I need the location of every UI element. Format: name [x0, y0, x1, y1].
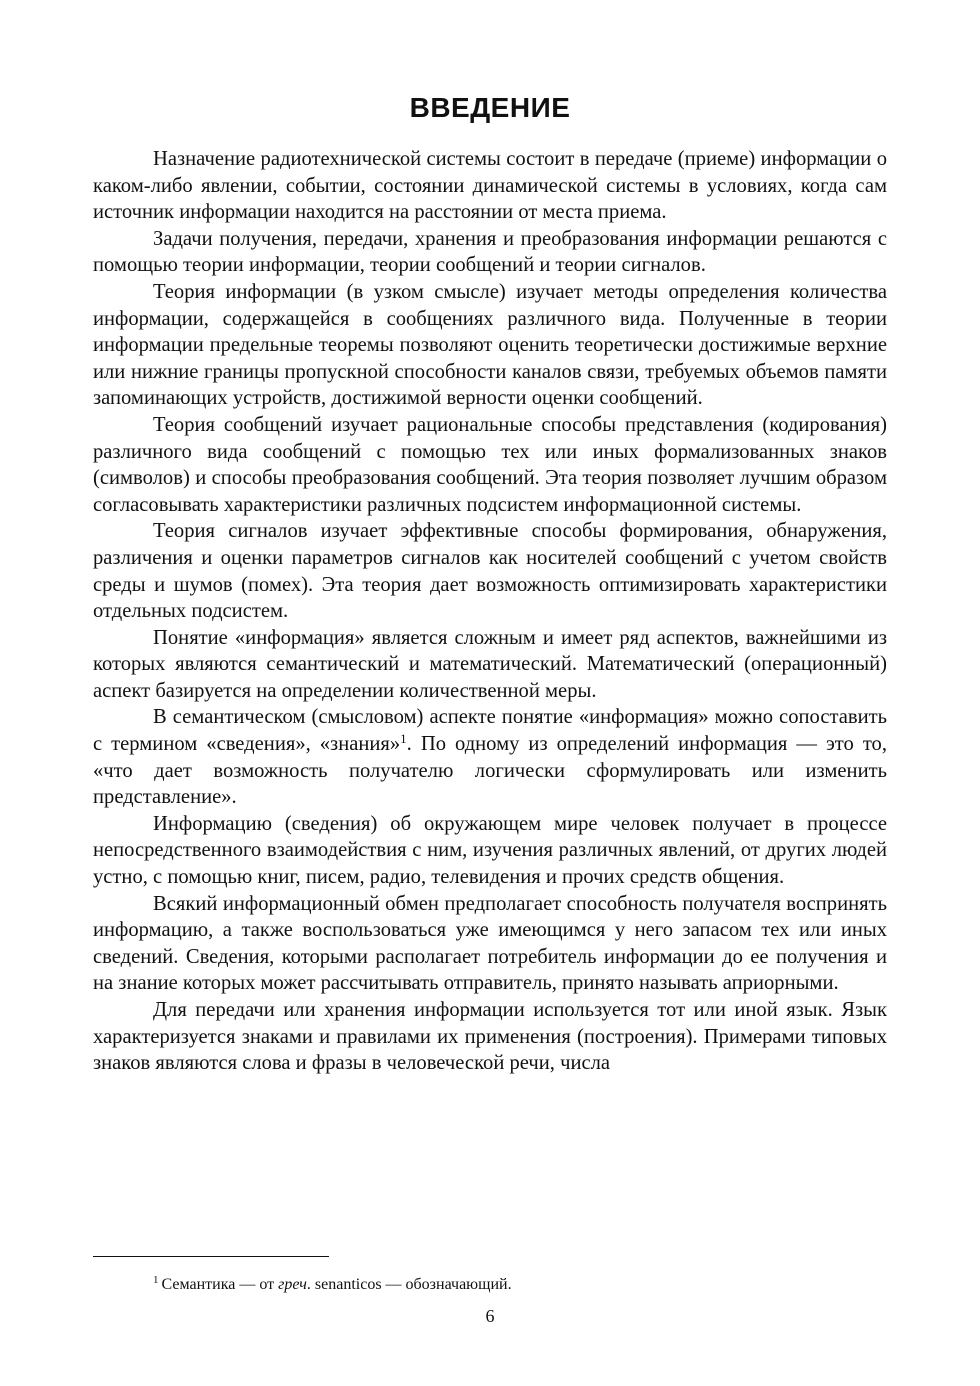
paragraph — [93, 704, 887, 810]
paragraph: Теория сообщений изучает рациональные способы представления (кодирования) различного вида сообщений с помощью тех или иных формализованных знаков (символов) и способы преобразования сообщений. Эта теория позволяет лучшим образом согласовывать характеристики различных подсистем информационной системы. — [93, 413, 887, 516]
paragraph: Теория сигналов изучает эффективные способы формирования, обнаружения, различения и оценки параметров сигналов как носителей сообщений с учетом свойств среды и шумов (помех). Эта теория дает возможность оптимизировать характеристики отдельных подсистем. — [93, 520, 887, 623]
paragraph: Назначение радиотехнической системы состоит в передаче (приеме) информации о каком-либо явлении, событии, состоянии динамической системы в условиях, когда сам источник информации находится на расстоянии от места приема. — [93, 148, 887, 224]
paragraph: Понятие «информация» является сложным и имеет ряд аспектов, важнейшими из которых являются семантический и математический. Математический (операционный) аспект базируется на определении количественной меры. — [93, 626, 887, 702]
paragraph: Для передачи или хранения информации используется тот или иной язык. Язык характеризуется знаками и правилами их применения (построения). Примерами типовых знаков являются слова и фразы в человеческой речи, числа — [93, 999, 887, 1075]
footnote — [153, 1270, 853, 1295]
paragraph-text: . По одному из определений информация — это то, «что дает возможность получателю логически сформулировать или изменить представление». — [93, 733, 887, 809]
footnote-text: Семантика — от — [161, 1276, 279, 1293]
paragraph: Теория информации (в узком смысле) изучает методы определения количества информации, содержащейся в сообщениях различного вида. Полученные в теории информации предельные теоремы позволяют оценить теоретически достижимые верхние или нижние границы пропускной способности каналов связи, требуемых объемов памяти запоминающих устройств, достижимой верности оценки сообщений. — [93, 280, 887, 410]
paragraph: Задачи получения, передачи, хранения и преобразования информации решаются с помощью теории информации, теории сообщений и теории сигналов. — [93, 227, 887, 277]
page-title: ВВЕДЕНИЕ — [409, 92, 571, 123]
footnote-divider — [93, 1256, 329, 1257]
paragraph: Всякий информационный обмен предполагает способность получателя воспринять информацию, а также воспользоваться уже имеющимся у него запасом тех или иных сведений. Сведения, которыми располагает потребитель информации до ее получения и на знание которых может рассчитывать отправитель, принято называть априорными. — [93, 892, 887, 995]
paragraph-text: В семантическом (смысловом) аспекте понятие «информация» можно сопоставить с термином «сведения», «знания» — [93, 706, 887, 756]
body-text — [93, 146, 887, 1077]
footnote-text: . senanticos — обозначающий. — [306, 1276, 512, 1293]
footnote-italic: греч — [278, 1276, 307, 1293]
footnote-number: 1 — [153, 1274, 159, 1286]
paragraph: Информацию (сведения) об окружающем мире человек получает в процессе непосредственного взаимодействия с ним, изучения различных явлений, от других людей устно, с помощью книг, писем, радио, телевидения и прочих средств общения. — [93, 812, 887, 889]
page-number: 6 — [485, 1306, 495, 1326]
footnote-reference: 1 — [400, 731, 407, 747]
